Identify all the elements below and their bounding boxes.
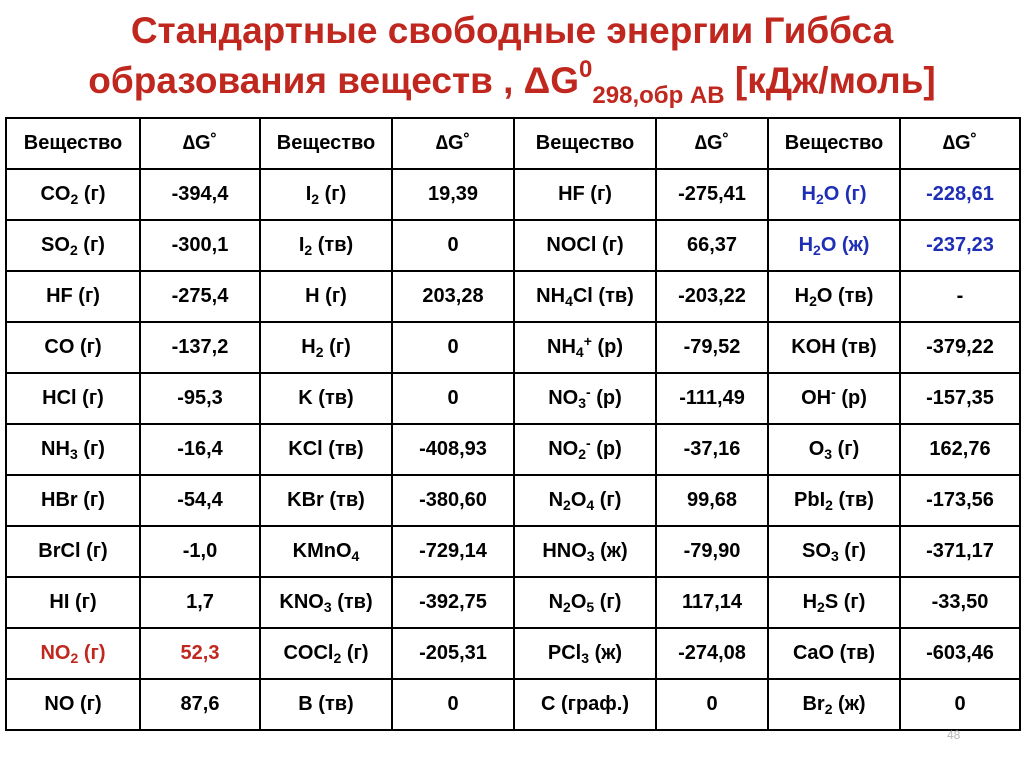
cell-text: H <box>802 591 818 613</box>
gibbs-energy-cell <box>392 628 514 679</box>
gibbs-energy-cell <box>140 628 260 679</box>
cell-text-rest: (ж) <box>589 642 623 664</box>
header-dg-2: ∆G˚ <box>392 118 514 169</box>
cell-text: NH <box>547 336 576 358</box>
cell-text: -79,52 <box>683 336 741 358</box>
cell-text: -380,60 <box>419 489 487 511</box>
cell-text-rest: (г) <box>594 489 622 511</box>
header-substance-4: Вещество <box>768 118 900 169</box>
cell-text: I <box>298 234 305 256</box>
table-row <box>6 628 1020 679</box>
substance-cell <box>514 577 656 628</box>
header-dg-3: ∆G˚ <box>656 118 768 169</box>
substance-cell <box>768 373 900 424</box>
cell-text-rest: (г) <box>832 438 860 460</box>
substance-cell <box>768 577 900 628</box>
gibbs-energy-cell <box>656 373 768 424</box>
gibbs-energy-cell <box>140 577 260 628</box>
cell-subscript: 4 <box>586 497 595 513</box>
cell-text: -394,4 <box>171 183 229 205</box>
cell-subscript: 2 <box>333 650 342 666</box>
cell-text: -37,16 <box>683 438 741 460</box>
cell-text: -603,46 <box>926 642 994 664</box>
cell-text: 66,37 <box>686 234 738 256</box>
gibbs-energy-cell <box>140 169 260 220</box>
gibbs-energy-cell <box>656 169 768 220</box>
substance-cell <box>768 169 900 220</box>
table-row <box>6 322 1020 373</box>
gibbs-energy-cell <box>656 424 768 475</box>
title-superscript: 0 <box>579 56 593 83</box>
gibbs-energy-cell <box>656 271 768 322</box>
cell-superscript: + <box>583 333 592 349</box>
table-row <box>6 424 1020 475</box>
cell-subscript: 3 <box>830 548 839 564</box>
gibbs-energy-cell <box>656 475 768 526</box>
cell-text: H <box>798 234 814 256</box>
gibbs-energy-cell <box>900 475 1020 526</box>
cell-subscript: 2 <box>563 497 571 513</box>
substance-cell <box>260 679 392 730</box>
cell-text: -33,50 <box>931 591 989 613</box>
cell-text-rest: (г) <box>341 642 369 664</box>
substance-cell <box>260 271 392 322</box>
gibbs-energy-cell <box>900 271 1020 322</box>
cell-text-rest: (г) <box>77 234 105 256</box>
cell-subscript: 3 <box>578 395 587 411</box>
cell-text: 0 <box>447 693 459 715</box>
table-row <box>6 373 1020 424</box>
cell-text-rest: (р) <box>590 438 622 460</box>
substance-cell <box>768 679 900 730</box>
cell-text-rest: O <box>570 591 587 613</box>
substance-cell <box>6 220 140 271</box>
cell-subscript: 2 <box>824 701 833 717</box>
gibbs-energy-cell <box>656 322 768 373</box>
cell-text: -137,2 <box>171 336 229 358</box>
cell-text: KCl (тв) <box>288 438 364 460</box>
cell-text: O <box>808 438 825 460</box>
cell-text-rest: O (г) <box>823 183 867 205</box>
cell-text: NH <box>536 285 566 307</box>
gibbs-energy-cell <box>392 169 514 220</box>
substance-cell <box>6 424 140 475</box>
cell-text: HCl (г) <box>42 387 104 409</box>
gibbs-energy-cell <box>392 220 514 271</box>
cell-text-rest: S (г) <box>824 591 866 613</box>
cell-subscript: 4 <box>575 344 584 360</box>
cell-subscript: 3 <box>586 548 595 564</box>
substance-cell <box>514 628 656 679</box>
table-body <box>6 169 1020 730</box>
cell-text: -392,75 <box>419 591 487 613</box>
gibbs-energy-cell <box>900 169 1020 220</box>
cell-text: -729,14 <box>419 540 487 562</box>
cell-text: -203,22 <box>678 285 746 307</box>
gibbs-energy-cell <box>140 322 260 373</box>
cell-text: -79,90 <box>683 540 741 562</box>
cell-text-rest: O (ж) <box>820 234 870 256</box>
gibbs-energy-cell <box>900 220 1020 271</box>
page-number: 48 <box>947 728 961 742</box>
cell-subscript: 2 <box>815 191 824 207</box>
substance-cell <box>260 220 392 271</box>
substance-cell <box>514 169 656 220</box>
cell-text: H <box>794 285 810 307</box>
cell-text: CO (г) <box>44 336 102 358</box>
title-line-2-prefix: образования веществ , ΔG <box>88 60 580 101</box>
cell-text: HBr (г) <box>41 489 105 511</box>
cell-text-rest: (г) <box>319 183 347 205</box>
cell-text: HF (г) <box>46 285 100 307</box>
cell-subscript: 3 <box>824 446 833 462</box>
cell-subscript: 2 <box>70 191 79 207</box>
substance-cell <box>514 373 656 424</box>
cell-text: -16,4 <box>177 438 223 460</box>
substance-cell <box>260 577 392 628</box>
cell-text: 19,39 <box>427 183 479 205</box>
cell-text: -237,23 <box>926 234 994 256</box>
cell-text: Br <box>802 693 825 715</box>
substance-cell <box>260 322 392 373</box>
title-line-1: Стандартные свободные энергии Гиббса <box>130 10 894 51</box>
cell-text-rest: (тв) <box>312 234 354 256</box>
cell-text: KOH (тв) <box>791 336 877 358</box>
cell-text: -371,17 <box>926 540 994 562</box>
cell-text: N <box>548 489 564 511</box>
cell-text: NO <box>548 438 579 460</box>
cell-text-rest: (г) <box>838 540 866 562</box>
gibbs-energy-cell <box>392 271 514 322</box>
cell-text: -157,35 <box>926 387 994 409</box>
gibbs-energy-cell <box>900 373 1020 424</box>
cell-text: I <box>305 183 312 205</box>
cell-text: SO <box>802 540 831 562</box>
cell-text: C (граф.) <box>540 693 630 715</box>
cell-text: HNO <box>542 540 587 562</box>
substance-cell <box>6 526 140 577</box>
cell-text-rest: O (тв) <box>816 285 874 307</box>
cell-subscript: 2 <box>315 344 324 360</box>
gibbs-energy-cell <box>140 373 260 424</box>
cell-text: 162,76 <box>929 438 991 460</box>
substance-cell <box>260 424 392 475</box>
cell-subscript: 2 <box>809 293 817 309</box>
cell-text: - <box>956 285 964 307</box>
cell-text-rest: (г) <box>323 336 351 358</box>
substance-cell <box>6 271 140 322</box>
cell-text: -275,41 <box>678 183 746 205</box>
cell-text: -228,61 <box>926 183 994 205</box>
cell-text: KBr (тв) <box>287 489 365 511</box>
cell-text-rest: (г) <box>78 183 106 205</box>
gibbs-energy-cell <box>900 577 1020 628</box>
cell-text: B (тв) <box>298 693 354 715</box>
cell-text: HI (г) <box>49 591 97 613</box>
gibbs-energy-cell <box>900 322 1020 373</box>
table-row <box>6 169 1020 220</box>
substance-cell <box>6 475 140 526</box>
cell-text: SO <box>41 234 70 256</box>
cell-text: -54,4 <box>177 489 223 511</box>
cell-superscript: - <box>586 384 591 400</box>
gibbs-energy-cell <box>140 220 260 271</box>
cell-text: NO <box>40 642 71 664</box>
substance-cell <box>260 373 392 424</box>
cell-text-rest: (ж) <box>832 693 866 715</box>
cell-text-rest: (тв) <box>832 489 874 511</box>
cell-subscript: 5 <box>586 599 595 615</box>
gibbs-energy-cell <box>900 628 1020 679</box>
cell-text-rest: (тв) <box>331 591 373 613</box>
cell-text: KMnO <box>292 540 352 562</box>
cell-text: -408,93 <box>419 438 487 460</box>
substance-cell <box>514 424 656 475</box>
header-substance-1: Вещество <box>6 118 140 169</box>
substance-cell <box>260 169 392 220</box>
gibbs-energy-cell <box>392 475 514 526</box>
cell-text-rest: (г) <box>77 438 105 460</box>
substance-cell <box>6 169 140 220</box>
substance-cell <box>514 679 656 730</box>
gibbs-energy-cell <box>900 424 1020 475</box>
gibbs-energy-cell <box>392 373 514 424</box>
substance-cell <box>514 475 656 526</box>
cell-text: CO <box>40 183 71 205</box>
cell-text: 0 <box>706 693 718 715</box>
title-line-2 <box>0 56 1024 109</box>
table-header-row <box>6 118 1020 169</box>
cell-text: 0 <box>954 693 966 715</box>
cell-subscript: 2 <box>825 497 833 513</box>
cell-text: KNO <box>279 591 324 613</box>
cell-text: 0 <box>447 336 459 358</box>
cell-subscript: 2 <box>817 599 825 615</box>
cell-text: 99,68 <box>686 489 738 511</box>
header-dg-1: ∆G˚ <box>140 118 260 169</box>
cell-text: -1,0 <box>182 540 218 562</box>
cell-subscript: 2 <box>563 599 571 615</box>
table-row <box>6 475 1020 526</box>
gibbs-energy-cell <box>392 322 514 373</box>
gibbs-energy-cell <box>392 679 514 730</box>
cell-subscript: 2 <box>578 446 587 462</box>
cell-text: BrCl (г) <box>38 540 108 562</box>
cell-subscript: 2 <box>70 650 79 666</box>
gibbs-energy-cell <box>140 475 260 526</box>
title-subscript: 298,обр АВ <box>592 82 725 109</box>
substance-cell <box>260 526 392 577</box>
cell-text: H <box>301 336 316 358</box>
cell-text-rest: (р) <box>835 387 867 409</box>
cell-text: NOCl (г) <box>546 234 624 256</box>
substance-cell <box>514 322 656 373</box>
substance-cell <box>768 424 900 475</box>
gibbs-energy-cell <box>656 628 768 679</box>
gibbs-energy-cell <box>656 679 768 730</box>
cell-subscript: 2 <box>311 191 320 207</box>
cell-text-rest: (г) <box>78 642 106 664</box>
substance-cell <box>768 220 900 271</box>
cell-text: -205,31 <box>419 642 487 664</box>
gibbs-energy-cell <box>900 526 1020 577</box>
cell-text-rest: (ж) <box>594 540 628 562</box>
cell-text: H (г) <box>305 285 347 307</box>
cell-text: 117,14 <box>681 591 743 613</box>
cell-text: NO (г) <box>44 693 102 715</box>
cell-text: -111,49 <box>679 387 745 409</box>
gibbs-energy-cell <box>656 577 768 628</box>
cell-text-rest: (г) <box>594 591 622 613</box>
cell-text: H <box>801 183 816 205</box>
cell-text: -275,4 <box>171 285 229 307</box>
cell-text: -173,56 <box>926 489 994 511</box>
substance-cell <box>514 220 656 271</box>
cell-text: 1,7 <box>186 591 214 613</box>
substance-cell <box>6 577 140 628</box>
gibbs-energy-table <box>5 117 1021 731</box>
cell-text: 0 <box>447 234 459 256</box>
gibbs-energy-cell <box>392 424 514 475</box>
cell-text: NH <box>41 438 70 460</box>
cell-text: 0 <box>447 387 459 409</box>
cell-superscript: - <box>586 435 591 451</box>
cell-text: 87,6 <box>180 693 220 715</box>
gibbs-energy-cell <box>140 679 260 730</box>
cell-text: NO <box>548 387 579 409</box>
cell-text-rest: (р) <box>591 336 623 358</box>
cell-text-rest: O <box>570 489 587 511</box>
cell-text: -300,1 <box>171 234 229 256</box>
substance-cell <box>260 628 392 679</box>
cell-subscript: 4 <box>351 548 360 564</box>
cell-text: PCl <box>547 642 582 664</box>
substance-cell <box>768 526 900 577</box>
title-units: [кДж/моль] <box>724 60 936 101</box>
cell-subscript: 3 <box>581 650 590 666</box>
cell-subscript: 2 <box>69 242 78 258</box>
table-row <box>6 220 1020 271</box>
cell-text: CaO (тв) <box>792 642 876 664</box>
gibbs-energy-cell <box>140 526 260 577</box>
table-row <box>6 679 1020 730</box>
substance-cell <box>6 628 140 679</box>
cell-text: 203,28 <box>422 285 484 307</box>
header-substance-3: Вещество <box>514 118 656 169</box>
cell-text: -95,3 <box>177 387 223 409</box>
cell-text: -379,22 <box>926 336 994 358</box>
cell-subscript: 2 <box>813 242 821 258</box>
substance-cell <box>6 322 140 373</box>
slide-title <box>0 6 1024 109</box>
gibbs-energy-cell <box>140 424 260 475</box>
header-dg-4: ∆G˚ <box>900 118 1020 169</box>
substance-cell <box>768 475 900 526</box>
gibbs-energy-cell <box>656 220 768 271</box>
gibbs-energy-cell <box>900 679 1020 730</box>
substance-cell <box>768 322 900 373</box>
cell-text: K (тв) <box>298 387 354 409</box>
table-row <box>6 526 1020 577</box>
substance-cell <box>514 271 656 322</box>
cell-text: -274,08 <box>678 642 746 664</box>
cell-subscript: 2 <box>304 242 313 258</box>
table-row <box>6 577 1020 628</box>
gibbs-energy-cell <box>392 526 514 577</box>
header-substance-2: Вещество <box>260 118 392 169</box>
substance-cell <box>768 628 900 679</box>
substance-cell <box>768 271 900 322</box>
cell-text: OH <box>801 387 832 409</box>
substance-cell <box>514 526 656 577</box>
substance-cell <box>6 679 140 730</box>
cell-text: HF (г) <box>558 183 612 205</box>
cell-text-rest: Cl (тв) <box>572 285 634 307</box>
table-row <box>6 271 1020 322</box>
cell-subscript: 4 <box>565 293 573 309</box>
gibbs-energy-cell <box>656 526 768 577</box>
substance-cell <box>6 373 140 424</box>
substance-cell <box>260 475 392 526</box>
cell-text: COCl <box>283 642 334 664</box>
gibbs-energy-cell <box>140 271 260 322</box>
cell-text-rest: (р) <box>590 387 622 409</box>
cell-superscript: - <box>831 384 836 400</box>
cell-subscript: 3 <box>69 446 78 462</box>
cell-text: 52,3 <box>180 642 220 664</box>
cell-text: PbI <box>794 489 826 511</box>
cell-subscript: 3 <box>323 599 332 615</box>
gibbs-energy-cell <box>392 577 514 628</box>
cell-text: N <box>548 591 564 613</box>
